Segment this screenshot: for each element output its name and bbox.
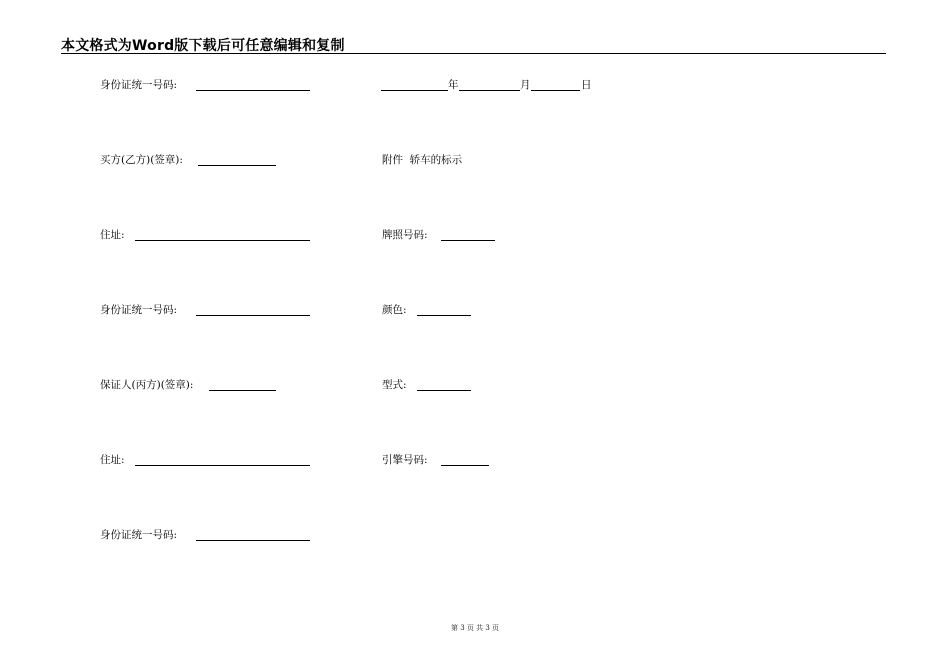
- page-number: 第 3 页 共 3 页: [450, 624, 500, 632]
- buyer-id-number-label: 身份证统一号码:: [100, 304, 178, 316]
- date-day-label: 日: [581, 79, 592, 91]
- header-divider: [61, 53, 886, 54]
- date-day-line: [531, 90, 580, 91]
- left-id-number-label: 身份证统一号码:: [100, 79, 178, 91]
- buyer-signature-line: [198, 165, 276, 166]
- buyer-address-label: 住址:: [100, 229, 125, 241]
- attachment-title: 附件 轿车的标示: [382, 154, 463, 166]
- buyer-signature-label: 买方(乙方)(签章):: [100, 154, 183, 166]
- left-id-number-line: [196, 90, 310, 91]
- color-line: [417, 315, 471, 316]
- plate-number-line: [441, 240, 495, 241]
- date-month-line: [459, 90, 520, 91]
- guarantor-id-number-label: 身份证统一号码:: [100, 529, 178, 541]
- plate-number-label: 牌照号码:: [382, 229, 428, 241]
- guarantor-signature-label: 保证人(丙方)(签章):: [100, 379, 194, 391]
- engine-number-line: [441, 465, 489, 466]
- guarantor-address-line: [135, 465, 310, 466]
- model-line: [417, 390, 471, 391]
- buyer-address-line: [135, 240, 310, 241]
- guarantor-signature-line: [209, 390, 276, 391]
- color-label: 颜色:: [382, 304, 407, 316]
- date-year-label: 年: [448, 79, 459, 91]
- model-label: 型式:: [382, 379, 407, 391]
- guarantor-address-label: 住址:: [100, 454, 125, 466]
- date-year-line: [381, 90, 448, 91]
- engine-number-label: 引擎号码:: [382, 454, 428, 466]
- page-header-title: 本文格式为Word版下载后可任意编辑和复制: [61, 38, 345, 54]
- date-month-label: 月: [520, 79, 531, 91]
- guarantor-id-number-line: [196, 540, 310, 541]
- buyer-id-number-line: [196, 315, 310, 316]
